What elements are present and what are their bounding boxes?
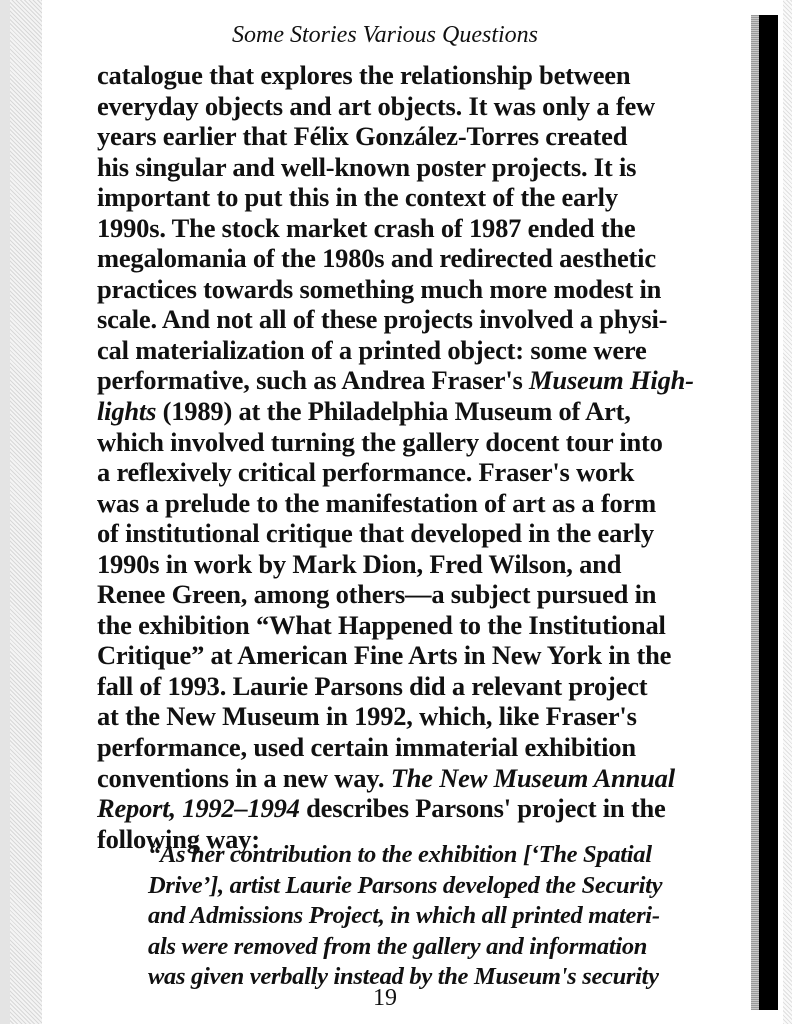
italic-title: lights <box>97 396 157 427</box>
text-line: everyday objects and art objects. It was only a few <box>97 90 655 121</box>
text-line: Critique” at American Fine Arts in New York in the <box>97 640 672 671</box>
text-line <box>97 396 694 427</box>
text-line: 1990s. The stock market crash of 1987 ended the <box>97 212 636 243</box>
text-line <box>97 793 694 824</box>
scan-right-edge <box>783 0 792 1024</box>
text-line: practices towards something much more modest in <box>97 273 662 304</box>
italic-title: The New Museum Annual <box>390 762 675 793</box>
text-line: important to put this in the context of the early <box>97 182 618 213</box>
text-line: catalogue that explores the relationship between <box>97 60 631 90</box>
block-quote <box>148 840 662 993</box>
text-segment: conventions in a new way. <box>97 762 391 793</box>
italic-title: Museum High- <box>529 365 694 396</box>
text-segment: (1989) at the Philadelphia Museum of Art, <box>156 396 631 427</box>
text-line: was a prelude to the manifestation of art as a form <box>97 487 656 518</box>
text-segment: describes Parsons' project in the <box>299 793 666 824</box>
text-line: years earlier that Félix González-Torres created <box>97 121 628 152</box>
text-line: performance, used certain immaterial exhibition <box>97 732 636 763</box>
scan-left-margin-shadow <box>0 0 10 1024</box>
text-line <box>97 365 694 396</box>
text-line: “As her contribution to the exhibition [‘The Spatial <box>148 841 652 868</box>
running-head: Some Stories Various Questions <box>232 22 538 48</box>
text-line: Renee Green, among others—a subject pursued in <box>97 579 657 610</box>
text-segment: performative, such as Andrea Fraser's <box>97 365 530 396</box>
text-line: a reflexively critical performance. Fraser's work <box>97 457 635 488</box>
italic-title: Report, 1992–1994 <box>97 793 300 824</box>
text-line: which involved turning the gallery docent tour into <box>97 426 663 457</box>
text-line: 1990s in work by Mark Dion, Fred Wilson, and <box>97 548 622 579</box>
text-line: of institutional critique that developed in the early <box>97 518 654 549</box>
text-line: was given verbally instead by the Museum's security <box>148 963 659 991</box>
text-line: Drive’], artist Laurie Parsons developed the Security <box>148 871 663 899</box>
text-line: and Admissions Project, in which all printed materi- <box>148 902 660 930</box>
body-paragraph <box>97 60 694 854</box>
text-line: cal materialization of a printed object: some were <box>97 334 647 365</box>
text-line: at the New Museum in 1992, which, like Fraser's <box>97 701 637 732</box>
text-line: fall of 1993. Laurie Parsons did a relevant project <box>97 670 648 701</box>
scan-black-bar <box>759 15 778 1010</box>
text-line <box>97 763 694 794</box>
text-line: the exhibition “What Happened to the Institutional <box>97 609 666 640</box>
page-number: 19 <box>373 985 397 1011</box>
text-line: megalomania of the 1980s and redirected aesthetic <box>97 243 656 274</box>
text-line: his singular and well-known poster projects. It is <box>97 151 637 182</box>
text-line: following way: <box>97 823 260 854</box>
text-line: als were removed from the gallery and information <box>148 932 648 960</box>
text-line: scale. And not all of these projects involved a physi- <box>97 304 668 335</box>
